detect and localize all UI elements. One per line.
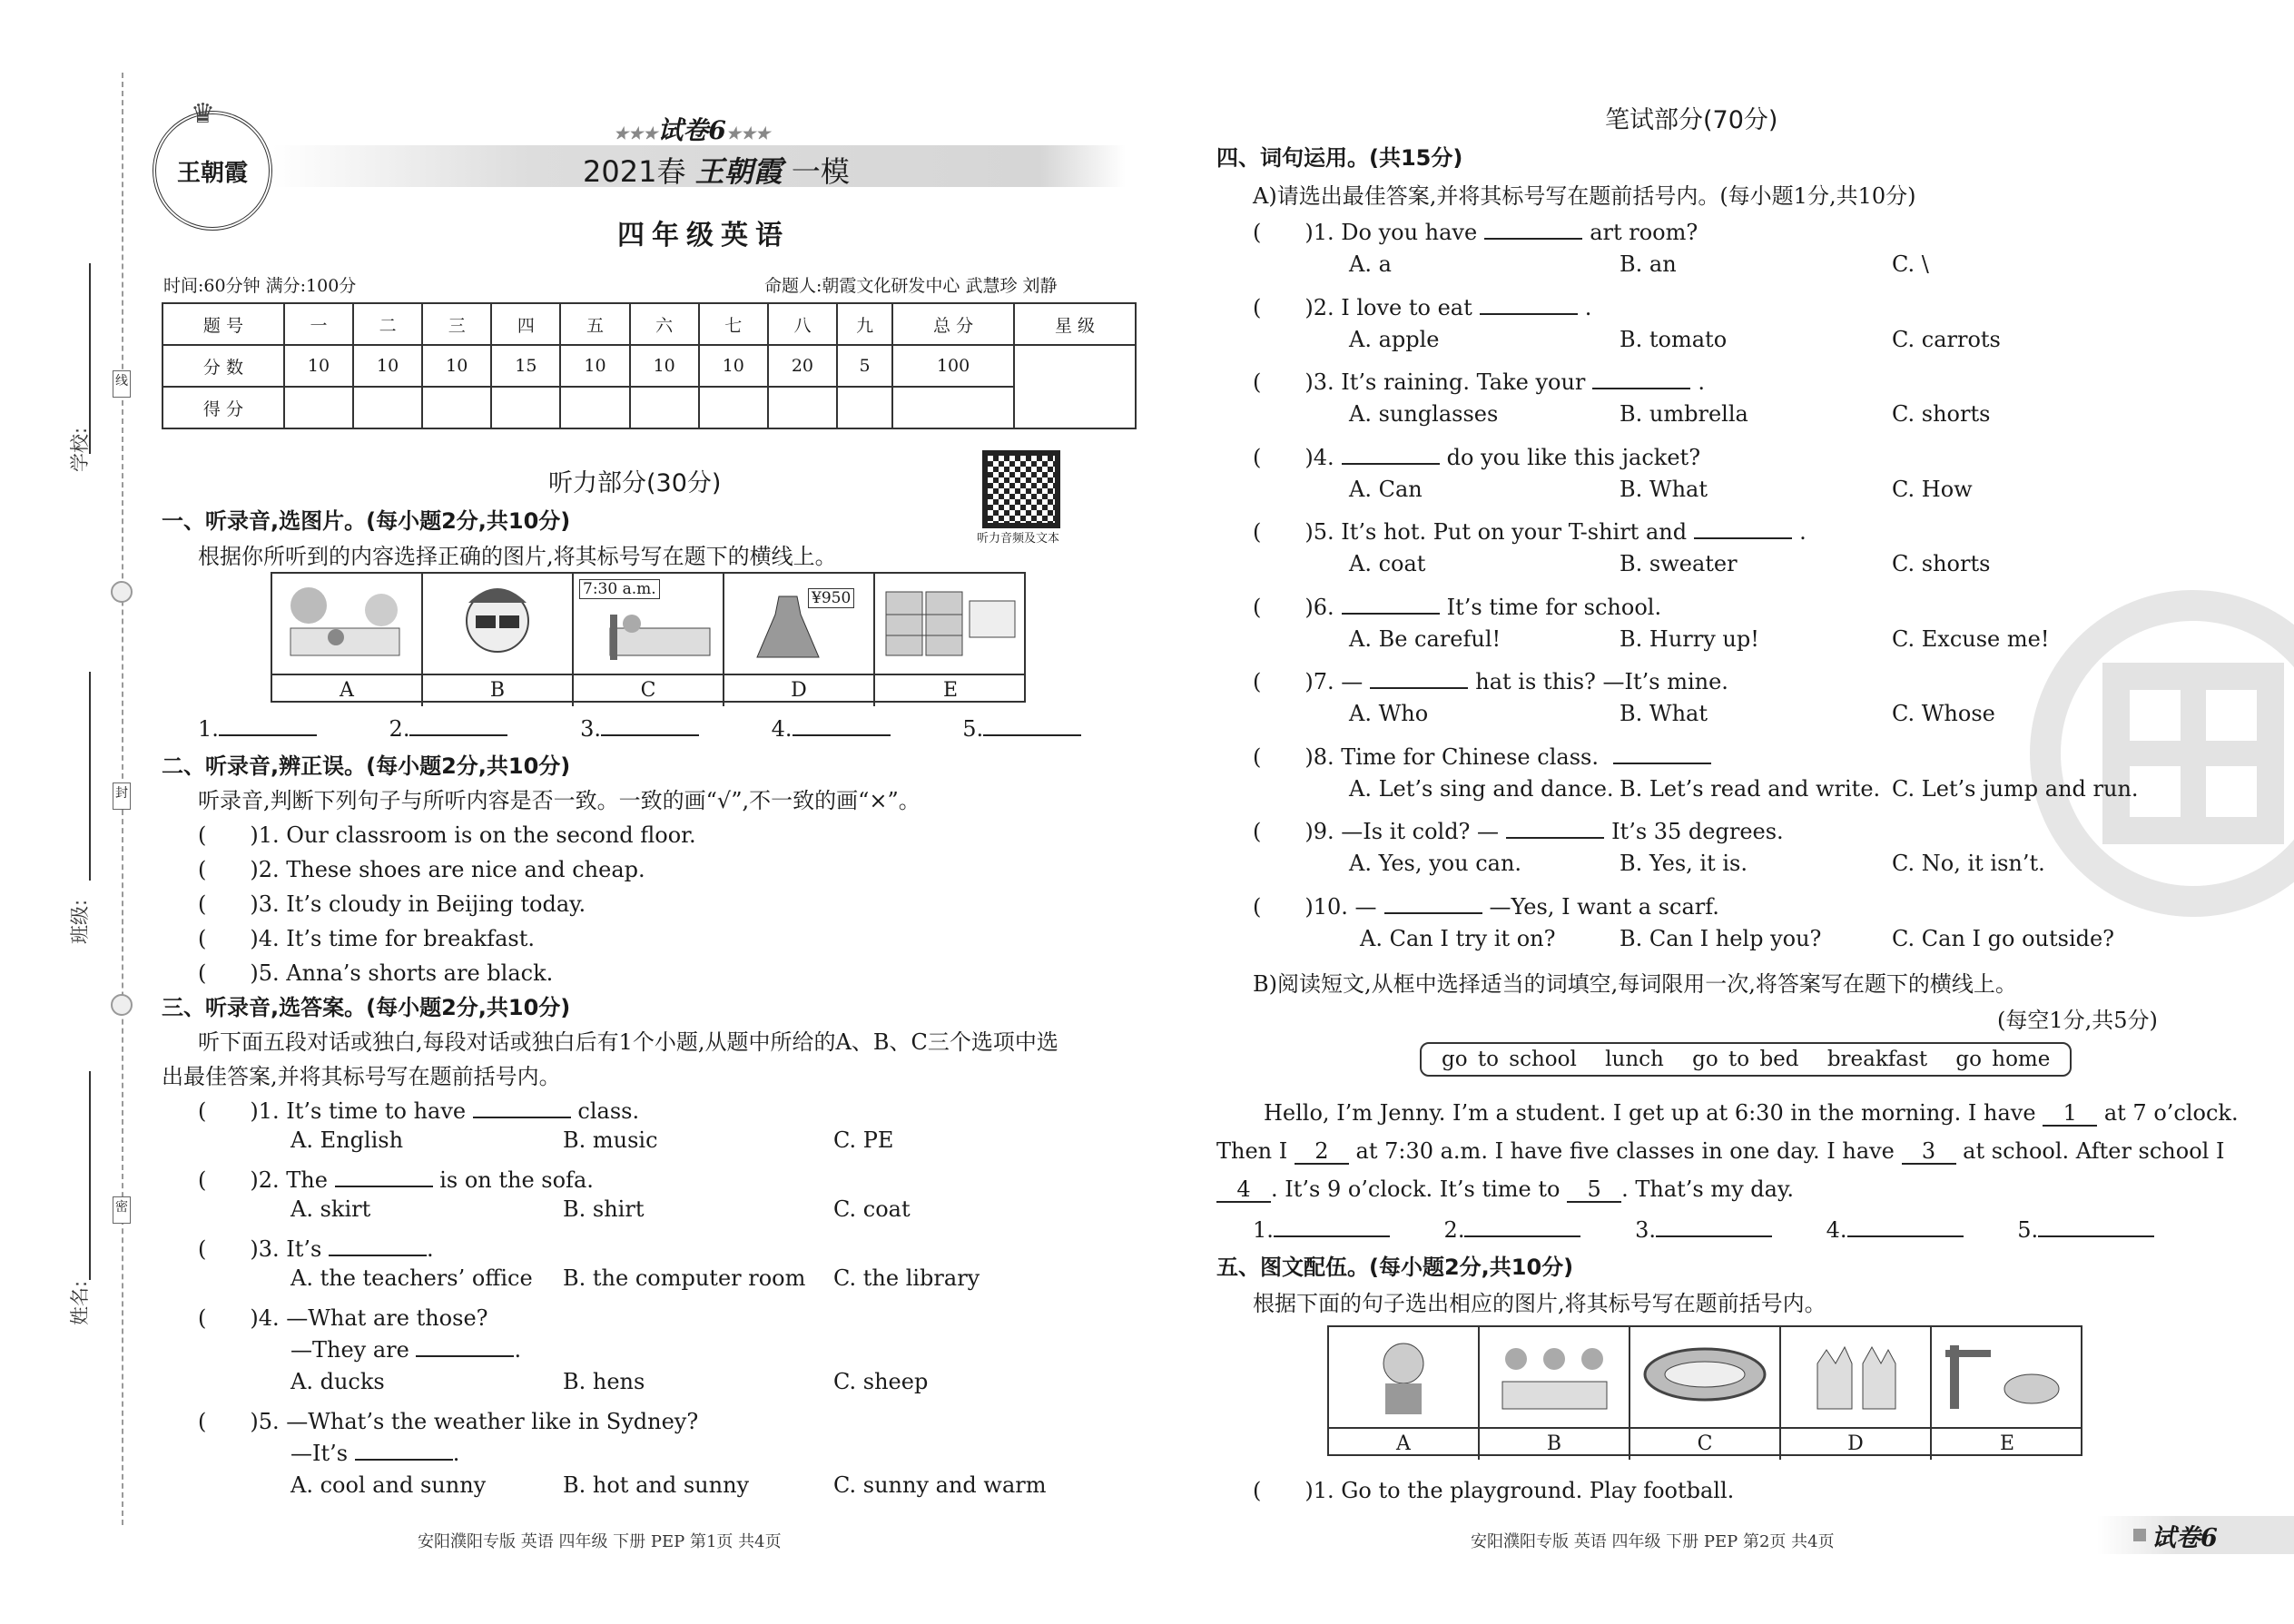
score-table-header-row: [162, 303, 1136, 345]
score-table: [162, 302, 1137, 429]
answer-blank[interactable]: [329, 1234, 427, 1256]
answer-blank[interactable]: [1506, 816, 1604, 839]
answer-blank[interactable]: [1656, 1215, 1772, 1237]
question-item[interactable]: [1253, 364, 1705, 396]
class-label: 班级:: [69, 899, 91, 944]
table-cell: 星 级: [1014, 303, 1136, 345]
score-table-earned-row: [162, 387, 1136, 428]
option[interactable]: A. Can I try it on?: [1360, 925, 1556, 951]
table-cell: 10: [422, 345, 491, 387]
table-cell: 四: [491, 303, 560, 345]
question-text: hat is this? —It’s mine.: [1475, 669, 1728, 694]
question-item[interactable]: [1253, 889, 1719, 920]
question-item[interactable]: [1253, 214, 1698, 246]
option[interactable]: A. the teachers’ office: [290, 1265, 533, 1291]
table-cell: 100: [892, 345, 1014, 387]
footer-badge: [2097, 1516, 2294, 1554]
question-item[interactable]: ( )3. It’s cloudy in Beijing today.: [198, 891, 586, 917]
question-item[interactable]: [1253, 813, 1784, 845]
section-5-instruction: 根据下面的句子选出相应的图片,将其标号写在题前括号内。: [1253, 1291, 1826, 1316]
question-line: —They are .: [290, 1334, 521, 1363]
option[interactable]: C. Whose: [1892, 701, 1995, 726]
option[interactable]: A. Yes, you can.: [1349, 851, 1522, 876]
answer-blank[interactable]: [1480, 291, 1578, 314]
question-text: ( )4.: [1253, 444, 1334, 470]
answer-blank[interactable]: [1370, 666, 1468, 689]
picture-e-farm: [1932, 1327, 2082, 1427]
option[interactable]: B. hens: [563, 1369, 645, 1394]
option[interactable]: B. music: [563, 1127, 658, 1153]
mark-dense: 密: [113, 1196, 131, 1224]
answer-blank[interactable]: [1694, 517, 1792, 539]
section-3-instruction-2: 出最佳答案,并将其标号写在题前括号内。: [162, 1064, 561, 1089]
table-cell: 得 分: [162, 387, 284, 428]
table-cell: 六: [630, 303, 699, 345]
question-text: ( )9. —Is it cold? —: [1253, 819, 1500, 844]
word-box: [1420, 1042, 2072, 1077]
question-text: ( )10. —: [1253, 893, 1377, 920]
picture-b-sunglasses-boy: [423, 574, 574, 674]
option[interactable]: C. Can I go outside?: [1892, 925, 2115, 951]
picture-label: D: [1781, 1427, 1932, 1460]
section-1-instruction: 根据你所听到的内容选择正确的图片,将其标号写在题下的横线上。: [198, 544, 837, 569]
section-1-title: 一、听录音,选图片。(每小题2分,共10分): [162, 508, 571, 534]
option[interactable]: A. Who: [1349, 701, 1429, 726]
answer-blank[interactable]: [1464, 1215, 1580, 1237]
question-text: .: [1698, 369, 1706, 395]
picture-c-bed: [574, 574, 724, 674]
option[interactable]: C. Let’s jump and run.: [1892, 775, 2139, 802]
score-cell[interactable]: [353, 387, 422, 428]
option[interactable]: C. PE: [833, 1127, 894, 1153]
school-field[interactable]: [89, 263, 91, 454]
picture-a-garden: [272, 574, 423, 674]
picture-b-classroom: [1480, 1327, 1630, 1427]
score-cell[interactable]: [491, 387, 560, 428]
table-cell: 总 分: [892, 303, 1014, 345]
binding-hole-1: [111, 581, 133, 603]
passage-blank[interactable]: 3: [1902, 1140, 1956, 1165]
option[interactable]: B. Let’s read and write.: [1620, 775, 1881, 802]
option[interactable]: C. shorts: [1892, 401, 1991, 427]
passage-blank[interactable]: 2: [1295, 1140, 1349, 1165]
answer-blank[interactable]: [2038, 1215, 2154, 1237]
option[interactable]: C. \: [1892, 251, 1929, 277]
option[interactable]: A. English: [290, 1127, 404, 1153]
question-item[interactable]: [1253, 290, 1591, 321]
option[interactable]: A. Be careful!: [1349, 625, 1501, 652]
word-option: lunch: [1605, 1048, 1664, 1071]
picture-label: A: [272, 674, 423, 706]
option[interactable]: C. No, it isn’t.: [1892, 851, 2045, 876]
answer-blank[interactable]: [1613, 741, 1711, 763]
score-cell[interactable]: [768, 387, 837, 428]
table-cell: 七: [699, 303, 768, 345]
clock-label: 7:30 a.m.: [579, 579, 660, 599]
option[interactable]: B. Yes, it is.: [1620, 851, 1748, 876]
option[interactable]: C. Excuse me!: [1892, 625, 2050, 652]
option[interactable]: A. a: [1349, 251, 1392, 277]
option[interactable]: A. sunglasses: [1349, 401, 1499, 427]
authors: 命题人:朝霞文化研发中心 武慧珍 刘静: [764, 276, 1058, 296]
price-tag: ¥950: [808, 588, 854, 608]
table-cell: 一: [284, 303, 353, 345]
option[interactable]: B. tomato: [1620, 326, 1728, 352]
question-item[interactable]: ( )1. Go to the playground. Play football.: [1253, 1478, 1735, 1503]
section-4-part-b-score: (每空1分,共5分): [1997, 1008, 2158, 1033]
exam-title: 2021春 王朝霞 一模: [583, 154, 850, 189]
option[interactable]: B. Can I help you?: [1620, 925, 1822, 951]
footer-left: 安阳濮阳专版 英语 四年级 下册 PEP 第1页 共4页: [418, 1532, 782, 1551]
section-1-answer-blanks: 1. 2. 3. 4. 5.: [198, 714, 1081, 742]
picture-a-girl-crying: [1329, 1327, 1480, 1427]
question-text: ( )3. It’s raining. Take your: [1253, 369, 1586, 395]
option[interactable]: C. How: [1892, 476, 1973, 502]
section-4b-answer-blanks: 1. 2. 3. 4. 5.: [1253, 1215, 2154, 1243]
passage-blank[interactable]: 1: [2043, 1102, 2097, 1127]
answer-blank[interactable]: [355, 1438, 453, 1461]
answer-blank[interactable]: [335, 1165, 433, 1187]
class-field[interactable]: [89, 672, 91, 881]
question-item[interactable]: ( )1. It’s time to have class.: [198, 1093, 639, 1125]
score-cell[interactable]: [630, 387, 699, 428]
picture-label: C: [574, 674, 724, 706]
answer-blank[interactable]: [1342, 591, 1440, 614]
crown-icon: ♛: [191, 98, 215, 130]
binding-hole-2: [111, 994, 133, 1016]
school-label: 学校:: [69, 427, 91, 472]
question-item[interactable]: ( )5. Anna’s shorts are black.: [198, 960, 554, 986]
question-item[interactable]: ( )4. —What are those?: [198, 1305, 488, 1331]
answer-blank[interactable]: [1342, 441, 1440, 464]
option[interactable]: A. apple: [1349, 326, 1440, 352]
option[interactable]: B. the computer room: [563, 1265, 806, 1291]
question-text: ( )6.: [1253, 594, 1334, 620]
picture-e-library: [875, 574, 1026, 674]
section-4-part-b: B)阅读短文,从框中选择适当的词填空,每词限用一次,将答案写在题下的横线上。: [1253, 971, 2017, 997]
logo-text: 王朝霞: [176, 159, 248, 187]
table-cell: 九: [837, 303, 892, 345]
passage-blank[interactable]: 4: [1216, 1178, 1271, 1203]
picture-label: B: [1480, 1427, 1630, 1460]
option[interactable]: B. What: [1620, 701, 1708, 726]
answer-blank[interactable]: [416, 1334, 514, 1357]
option[interactable]: A. skirt: [290, 1196, 371, 1222]
picture-c-playground: [1630, 1327, 1781, 1427]
question-item[interactable]: ( )3. It’s .: [198, 1231, 434, 1263]
question-text: do you like this jacket?: [1446, 444, 1701, 470]
option[interactable]: B. an: [1620, 251, 1677, 277]
section-5-picture-table: [1327, 1325, 2082, 1456]
mark-seal: 封: [113, 782, 131, 810]
score-cell[interactable]: [284, 387, 353, 428]
answer-blank[interactable]: [983, 714, 1081, 736]
answer-blank[interactable]: [1384, 891, 1482, 913]
question-line: —It’s .: [290, 1438, 459, 1466]
answer-blank[interactable]: [1592, 367, 1690, 389]
listening-title: 听力部分(30分): [548, 469, 722, 497]
question-text: ( )2. I love to eat: [1253, 294, 1472, 320]
section-1-picture-table: [271, 572, 1026, 703]
table-cell: 分 数: [162, 345, 284, 387]
option[interactable]: B. shirt: [563, 1196, 645, 1222]
option[interactable]: B. sweater: [1620, 551, 1738, 576]
option[interactable]: A. coat: [1349, 551, 1426, 576]
question-item[interactable]: [1253, 589, 1661, 621]
answer-blank[interactable]: [1484, 217, 1582, 240]
score-cell[interactable]: [699, 387, 768, 428]
question-item[interactable]: [1253, 664, 1728, 695]
table-cell: 10: [699, 345, 768, 387]
section-2-title: 二、听录音,辨正误。(每小题2分,共10分): [162, 753, 571, 779]
picture-label: E: [875, 674, 1026, 706]
watermark-seal-icon: [2030, 590, 2294, 917]
picture-d-gloves: [1781, 1327, 1932, 1427]
answer-blank[interactable]: [793, 714, 891, 736]
question-item[interactable]: [1253, 739, 1718, 771]
word-option: go home: [1955, 1048, 2051, 1071]
passage-line-2: Then I 2 at 7:30 a.m. I have five classes in one day. I have 3 at school. After school I: [1216, 1138, 2225, 1164]
table-cell: 10: [560, 345, 629, 387]
picture-label: B: [423, 674, 574, 706]
option[interactable]: C. carrots: [1892, 326, 2001, 352]
score-cell[interactable]: [560, 387, 629, 428]
table-cell: 二: [353, 303, 422, 345]
table-cell: 10: [630, 345, 699, 387]
answer-blank[interactable]: [473, 1096, 571, 1118]
word-option: go to bed: [1692, 1048, 1799, 1071]
option[interactable]: A. cool and sunny: [290, 1472, 487, 1498]
star-rating-cell[interactable]: [1014, 345, 1136, 428]
question-item[interactable]: ( )4. It’s time for breakfast.: [198, 926, 535, 951]
table-cell: 五: [560, 303, 629, 345]
section-3-title: 三、听录音,选答案。(每小题2分,共10分): [162, 995, 571, 1020]
qr-caption: 听力音频及文本: [977, 532, 1060, 546]
option[interactable]: A. Let’s sing and dance.: [1349, 775, 1614, 802]
time-info: 时间:60分钟 满分:100分: [163, 276, 357, 296]
option[interactable]: A. ducks: [290, 1369, 385, 1394]
section-4-part-a: A)请选出最佳答案,并将其标号写在题前括号内。(每小题1分,共10分): [1253, 183, 1916, 209]
passage-line-3: 4 . It’s 9 o’clock. It’s time to 5 . That’s my day.: [1216, 1176, 1794, 1203]
answer-blank[interactable]: [1274, 1215, 1390, 1237]
series-label: ★★★试卷6★★★: [614, 115, 771, 145]
question-text: .: [1799, 519, 1807, 545]
badge-text: 试卷6: [2151, 1523, 2218, 1552]
picture-d-dress: [724, 574, 875, 674]
question-text: ( )1. Do you have: [1253, 220, 1478, 245]
mark-line: 线: [113, 370, 131, 398]
option[interactable]: A. Can: [1349, 476, 1423, 502]
subject-title: 四年级英语: [617, 220, 790, 251]
option[interactable]: B. Hurry up!: [1620, 625, 1759, 652]
answer-blank[interactable]: [601, 714, 699, 736]
name-field[interactable]: [89, 1071, 91, 1280]
table-cell: 10: [353, 345, 422, 387]
table-cell: 20: [768, 345, 837, 387]
picture-label: D: [724, 674, 875, 706]
option[interactable]: B. umbrella: [1620, 401, 1748, 427]
question-text: ( )8. Time for Chinese class.: [1253, 743, 1599, 770]
question-text: It’s 35 degrees.: [1611, 819, 1784, 844]
picture-label: E: [1932, 1427, 2082, 1460]
question-item[interactable]: [1253, 514, 1807, 546]
question-item[interactable]: ( )2. The is on the sofa.: [198, 1162, 594, 1194]
score-table-points-row: [162, 345, 1136, 387]
score-cell[interactable]: [837, 387, 892, 428]
question-item[interactable]: [1253, 439, 1700, 471]
section-3-instruction: 听下面五段对话或独白,每段对话或独白后有1个小题,从题中所给的A、B、C三个选项中选: [198, 1029, 1058, 1055]
score-cell[interactable]: [422, 387, 491, 428]
question-text: ( )5. It’s hot. Put on your T-shirt and: [1253, 519, 1688, 545]
answer-blank[interactable]: [219, 714, 317, 736]
question-item[interactable]: ( )1. Our classroom is on the second floor.: [198, 822, 696, 848]
option[interactable]: C. sunny and warm: [833, 1472, 1047, 1498]
question-item[interactable]: ( )2. These shoes are nice and cheap.: [198, 857, 645, 882]
name-label: 姓名:: [69, 1280, 91, 1325]
question-text: art room?: [1590, 220, 1698, 245]
option[interactable]: C. the library: [833, 1265, 980, 1291]
question-item[interactable]: ( )5. —What’s the weather like in Sydney?: [198, 1409, 699, 1434]
word-option: breakfast: [1826, 1048, 1928, 1071]
section-5-title: 五、图文配伍。(每小题2分,共10分): [1216, 1255, 1574, 1280]
table-cell: 5: [837, 345, 892, 387]
picture-label: C: [1630, 1427, 1781, 1460]
option[interactable]: B. What: [1620, 476, 1708, 502]
passage-blank[interactable]: 5: [1567, 1178, 1621, 1203]
option[interactable]: C. sheep: [833, 1369, 929, 1394]
word-option: go to school: [1442, 1048, 1577, 1071]
answer-blank[interactable]: [409, 714, 507, 736]
table-cell: 三: [422, 303, 491, 345]
question-text: —Yes, I want a scarf.: [1489, 893, 1719, 920]
table-cell: 八: [768, 303, 837, 345]
option[interactable]: B. hot and sunny: [563, 1472, 750, 1498]
score-cell[interactable]: [892, 387, 1014, 428]
table-cell: 15: [491, 345, 560, 387]
table-cell: 题 号: [162, 303, 284, 345]
option[interactable]: C. coat: [833, 1196, 911, 1222]
passage-line-1: Hello, I’m Jenny. I’m a student. I get up at 6:30 in the morning. I have 1 at 7 o’clock.: [1264, 1100, 2239, 1126]
footer-right: 安阳濮阳专版 英语 四年级 下册 PEP 第2页 共4页: [1471, 1532, 1835, 1551]
answer-blank[interactable]: [1847, 1215, 1964, 1237]
section-4-title: 四、词句运用。(共15分): [1216, 145, 1463, 171]
picture-label: A: [1329, 1427, 1480, 1460]
option[interactable]: C. shorts: [1892, 551, 1991, 576]
written-title: 笔试部分(70分): [1605, 106, 1778, 134]
question-text: It’s time for school.: [1446, 594, 1662, 620]
qr-code-icon: [982, 450, 1060, 528]
question-text: .: [1584, 294, 1592, 320]
section-2-instruction: 听录音,判断下列句子与所听内容是否一致。一致的画“√”,不一致的画“×”。: [198, 788, 921, 813]
badge-squares-icon: [2133, 1529, 2146, 1541]
question-text: ( )7. —: [1253, 669, 1364, 694]
table-cell: 10: [284, 345, 353, 387]
